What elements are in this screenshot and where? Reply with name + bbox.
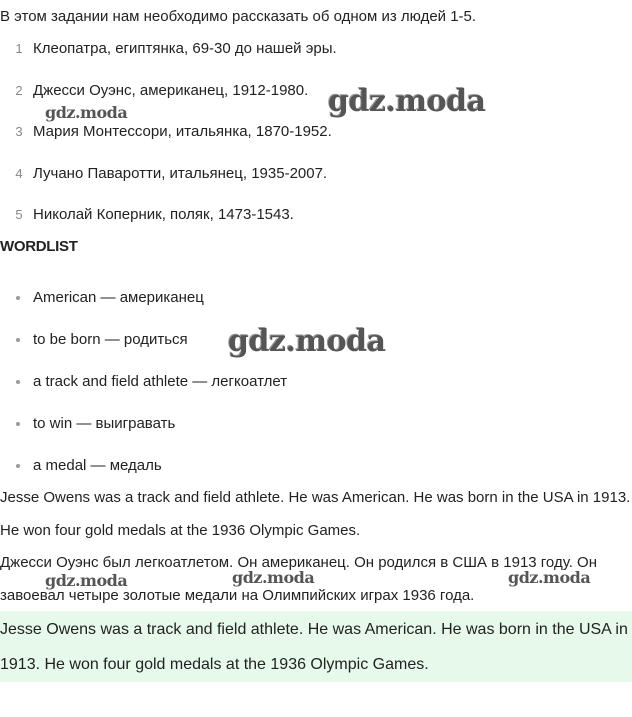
answer-box xyxy=(0,611,632,682)
list-number: 3 xyxy=(15,124,23,139)
bullet-icon xyxy=(16,296,20,300)
watermark-logo: gdz.moda xyxy=(232,568,315,587)
wordlist-heading: WORDLIST xyxy=(0,238,78,255)
list-number: 5 xyxy=(15,207,23,222)
watermark-logo: gdz.moda xyxy=(328,84,486,119)
answer-text: Jesse Owens was a track and field athlete. He was American. He was born in the USA in 1913. He won four gold medals at the 1936 Olympic Games. xyxy=(0,621,628,673)
wordlist-item-text: a track and field athlete — легкоатлет xyxy=(33,373,288,390)
list-item-text: Мария Монтессори, итальянка, 1870-1952. xyxy=(33,123,332,140)
list-item-text: Джесси Оуэнс, американец, 1912-1980. xyxy=(33,82,309,99)
list-number: 1 xyxy=(15,41,23,56)
watermark-logo: gdz.moda xyxy=(45,571,128,590)
list-item-text: Клеопатра, египтянка, 69-30 до нашей эры. xyxy=(33,40,337,57)
intro-text: В этом задании нам необходимо рассказать об одном из людей 1-5. xyxy=(0,8,477,25)
bullet-icon xyxy=(16,338,20,342)
wordlist-item-text: to win — выигравать xyxy=(33,415,176,432)
wordlist-item-text: to be born — родиться xyxy=(33,331,188,348)
english-paragraph: Jesse Owens was a track and field athlete. He was American. He was born in the USA in 1913. He won four gold medals at the 1936 Olympic Games. xyxy=(0,489,631,539)
wordlist-item-text: a medal — медаль xyxy=(33,457,162,474)
list-number: 2 xyxy=(15,83,23,98)
bullet-icon xyxy=(16,464,20,468)
bullet-icon xyxy=(16,422,20,426)
list-item-text: Лучано Паваротти, итальянец, 1935-2007. xyxy=(33,165,328,182)
list-number: 4 xyxy=(15,166,23,181)
russian-paragraph: Джесси Оуэнс был легкоатлетом. Он американец. Он родился в США в 1913 году. Он завоевал четыре золотые медали на Олимпийских играх 1936 года. xyxy=(0,554,597,604)
list-item-text: Николай Коперник, поляк, 1473-1543. xyxy=(33,206,294,223)
watermark-logo: gdz.moda xyxy=(45,103,128,122)
wordlist-item-text: American — американец xyxy=(33,289,204,306)
watermark-logo: gdz.moda xyxy=(508,568,591,587)
bullet-icon xyxy=(16,380,20,384)
watermark-logo: gdz.moda xyxy=(228,324,386,359)
